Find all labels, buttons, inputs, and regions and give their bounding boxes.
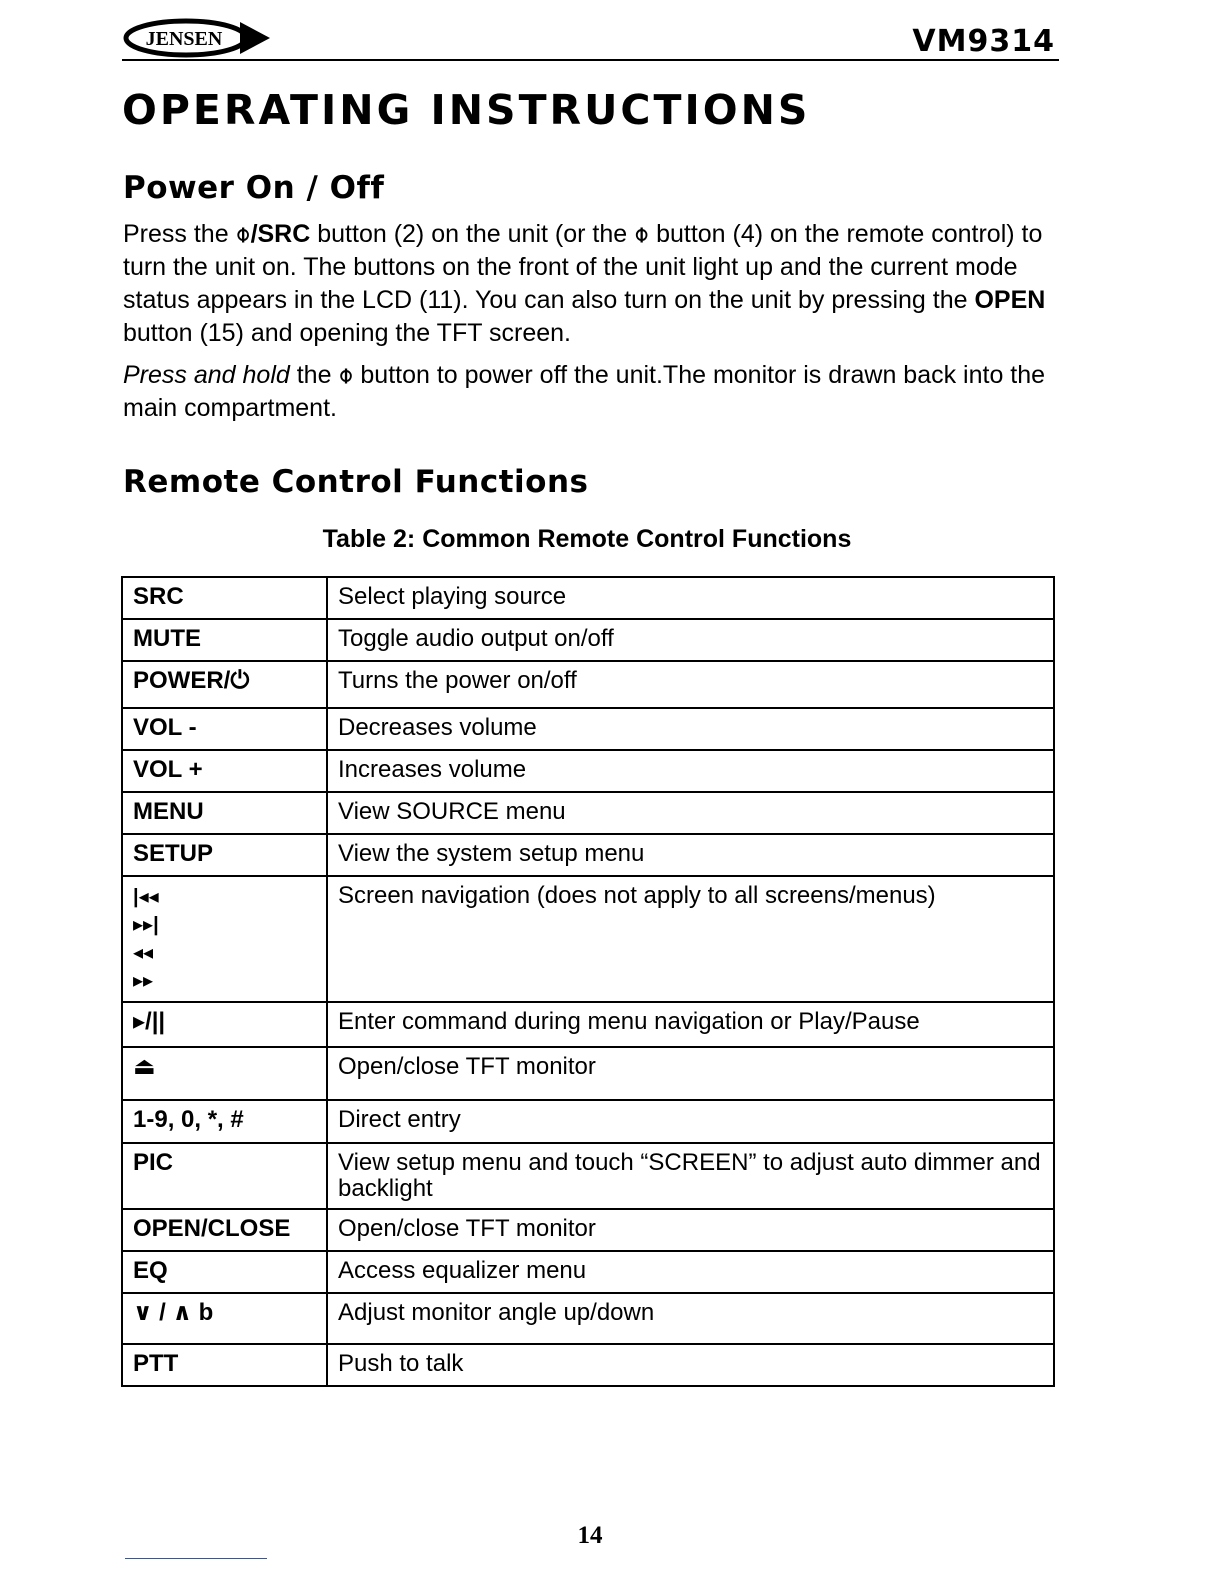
table-row: [122, 1251, 1054, 1293]
footer-rule: [125, 1558, 267, 1559]
model-number: VM9314: [912, 24, 1055, 59]
function-key: EQ: [122, 1251, 327, 1293]
jensen-logo: [122, 16, 272, 60]
power-icon: ⌽: [338, 361, 354, 389]
function-key: VOL +: [122, 750, 327, 792]
table-row: [122, 1047, 1054, 1100]
power-icon: ⌽: [634, 220, 650, 248]
table-row: [122, 619, 1054, 661]
rewind-icon: ◂◂: [133, 942, 154, 964]
page-header: [122, 12, 1059, 60]
remote-heading: Remote Control Functions: [123, 464, 589, 500]
table-row: [122, 1100, 1054, 1143]
power-src-label: ⌽/SRC: [235, 220, 311, 248]
function-key: OPEN/CLOSE: [122, 1209, 327, 1251]
header-rule: [122, 59, 1059, 61]
table-row: [122, 1143, 1054, 1209]
function-key: PTT: [122, 1344, 327, 1386]
function-key: MUTE: [122, 619, 327, 661]
function-description: Push to talk: [327, 1344, 1054, 1386]
fast-forward-icon: ▸▸: [133, 970, 154, 992]
monitor-angle-icon: ∨ / ∧ b: [122, 1293, 327, 1344]
open-label: OPEN: [974, 286, 1046, 314]
function-description: Decreases volume: [327, 708, 1054, 750]
table-row: [122, 1344, 1054, 1386]
power-heading: Power On / Off: [123, 170, 385, 206]
function-description: Direct entry: [327, 1100, 1054, 1143]
table-row: [122, 834, 1054, 876]
function-key: [122, 876, 327, 1002]
table-row: [122, 750, 1054, 792]
function-key: SETUP: [122, 834, 327, 876]
power-paragraph-1: Press the ⌽/SRC button (2) on the unit (or the ⌽ button (4) on the remote control) to turn the unit on. The buttons on the front of the unit light up and the current mode status appears in the LCD (11). You can also turn on the unit by pressing the OPEN button (15) and opening the TFT screen.: [123, 220, 1046, 347]
eject-icon: ⏏: [122, 1047, 327, 1100]
table-row: [122, 876, 1054, 1002]
function-description: Turns the power on/off: [327, 661, 1054, 708]
power-paragraph-2: Press and hold the ⌽ button to power off the unit.The monitor is drawn back into the main compartment.: [123, 361, 1046, 422]
function-description: Screen navigation (does not apply to all screens/menus): [327, 876, 1054, 1002]
function-key: MENU: [122, 792, 327, 834]
function-description: Toggle audio output on/off: [327, 619, 1054, 661]
function-description: View the system setup menu: [327, 834, 1054, 876]
function-key: POWER/⏻: [122, 661, 327, 708]
function-key: SRC: [122, 577, 327, 619]
page-title: OPERATING INSTRUCTIONS: [122, 86, 811, 134]
page-number: 14: [577, 1522, 603, 1549]
function-description: Select playing source: [327, 577, 1054, 619]
table-row: [122, 708, 1054, 750]
function-description: Open/close TFT monitor: [327, 1209, 1054, 1251]
function-description: View SOURCE menu: [327, 792, 1054, 834]
play-pause-icon: ▸/||: [122, 1002, 327, 1047]
remote-functions-table: [121, 576, 1055, 1387]
function-description: Open/close TFT monitor: [327, 1047, 1054, 1100]
table-row: [122, 1209, 1054, 1251]
svg-text:JENSEN: JENSEN: [145, 28, 223, 50]
function-description: Enter command during menu navigation or Play/Pause: [327, 1002, 1054, 1047]
function-description: Access equalizer menu: [327, 1251, 1054, 1293]
function-key: PIC: [122, 1143, 327, 1209]
function-key: VOL -: [122, 708, 327, 750]
skip-back-icon: |◂◂: [133, 886, 159, 908]
function-key: 1-9, 0, *, #: [122, 1100, 327, 1143]
function-description: Adjust monitor angle up/down: [327, 1293, 1054, 1344]
skip-forward-icon: ▸▸|: [133, 914, 159, 936]
function-description: Increases volume: [327, 750, 1054, 792]
table-row: [122, 577, 1054, 619]
table-row: [122, 661, 1054, 708]
table-row: [122, 1293, 1054, 1344]
table-row: [122, 1002, 1054, 1047]
table-caption: Table 2: Common Remote Control Functions: [322, 525, 852, 553]
table-row: [122, 792, 1054, 834]
function-description: View setup menu and touch “SCREEN” to adjust auto dimmer and backlight: [327, 1143, 1054, 1209]
